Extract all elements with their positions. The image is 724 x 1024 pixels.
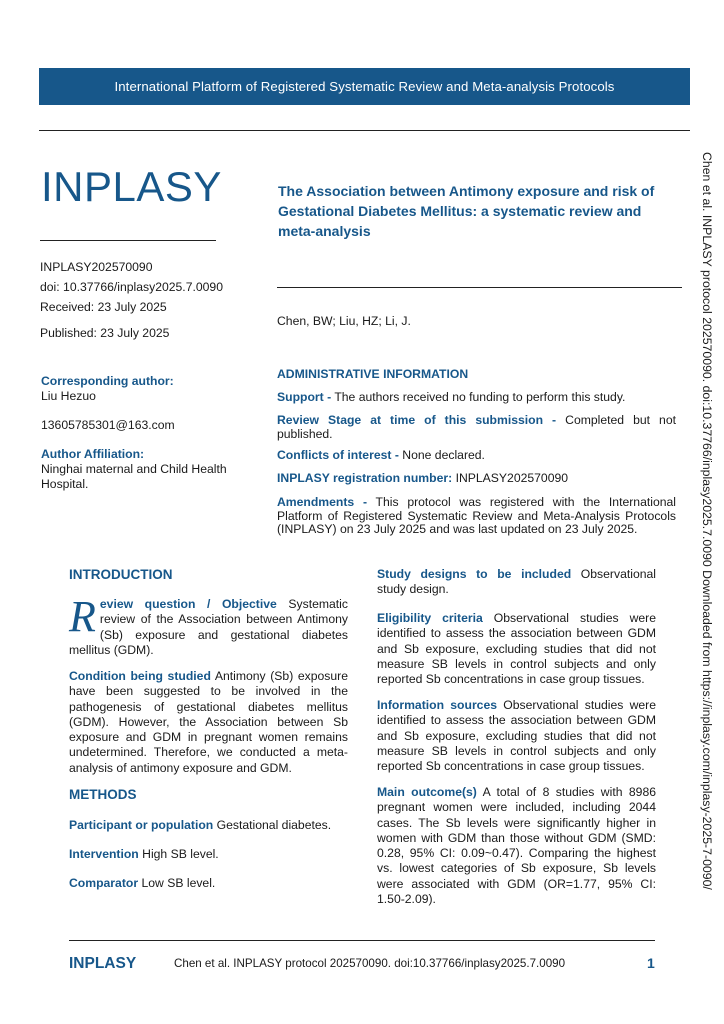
support-line — [277, 391, 676, 405]
affiliation-text: Ninghai maternal and Child Health Hospital. — [41, 462, 227, 491]
doi-link[interactable]: doi: 10.37766/inplasy2025.7.0090 — [40, 280, 223, 294]
received-date: Received: 23 July 2025 — [40, 300, 167, 314]
admin-heading: ADMINISTRATIVE INFORMATION — [277, 367, 469, 381]
study-design-para — [377, 567, 656, 598]
comparator-label: Comparator — [69, 876, 139, 890]
main-outcome-text: A total of 8 studies with 8986 pregnant women were included, including 2044 cases. The Sb levels were significantly higher in women with GDM than those without GDM (SMD: 0.28, 95% CI: 0.09~0.47). Comparing the highest vs. lowest categories of Sb exposure, Sb levels were associated with GDM (OR=1.77, 95% CI: 1.50-2.09). — [377, 785, 657, 907]
intervention-para — [69, 847, 348, 862]
condition-label: Condition being studied — [69, 669, 211, 683]
stage-line — [277, 414, 676, 441]
population-label: Participant or population — [69, 818, 214, 832]
drop-cap: R — [69, 592, 96, 641]
registration-id: INPLASY202570090 — [40, 260, 153, 274]
regnum-label: INPLASY registration number: — [277, 471, 453, 485]
introduction-heading: INTRODUCTION — [69, 567, 173, 582]
condition-para — [69, 669, 348, 776]
footer-divider — [69, 940, 655, 941]
author-list: Chen, BW; Liu, HZ; Li, J. — [277, 314, 411, 328]
footer-citation: Chen et al. INPLASY protocol 202570090. doi:10.37766/inplasy2025.7.0090 — [174, 957, 566, 970]
information-sources-para — [377, 698, 656, 774]
stage-label: Review Stage at time of this submission - — [277, 413, 557, 427]
amendments-text: This protocol was registered with the International Platform of Registered Systematic Review and Meta-Analysis Protocols (INPLASY) on 23 July 2025 and was last updated on 23 July 2025. — [277, 495, 676, 536]
header-banner: International Platform of Registered Systematic Review and Meta-analysis Protocols — [39, 68, 690, 105]
stage-text: Completed but not published. — [277, 413, 676, 441]
population-para — [69, 818, 348, 833]
footer-brand: INPLASY — [69, 955, 137, 972]
conflicts-line — [277, 449, 676, 463]
eligibility-label: Eligibility criteria — [377, 611, 483, 625]
amendments-line — [277, 496, 676, 537]
review-question-label: eview question / Objective — [99, 597, 277, 611]
regnum-line — [277, 472, 676, 486]
eligibility-para — [377, 611, 656, 687]
published-date: Published: 23 July 2025 — [40, 326, 170, 340]
main-outcome-label: Main outcome(s) — [377, 785, 477, 799]
information-sources-text: Observational studies were identified to assess the association between GDM and Sb exposure, excluding studies that did not measure SB levels in control subjects and only reported Sb concentrations in case group tissues. — [377, 698, 657, 774]
study-design-label: Study designs to be included — [377, 567, 572, 581]
corresponding-label: Corresponding author: — [41, 374, 174, 388]
corresponding-name: Liu Hezuo — [41, 389, 96, 403]
condition-text: Antimony (Sb) exposure have been suggested to be involved in the pathogenesis of gestational diabetes mellitus (GDM). However, the Association between Sb exposure and GDM in pregnant women remains undetermined. Therefore, we conducted a meta-analysis of antimony exposure and GDM. — [69, 669, 348, 775]
conflicts-text: None declared. — [402, 448, 485, 462]
study-design-text: Observational study design. — [377, 567, 656, 597]
main-outcome-para — [377, 785, 656, 907]
review-question-text: Systematic review of the Association between Antimony (Sb) exposure and gestational diabetes mellitus (GDM). — [69, 597, 348, 657]
conflicts-label: Conflicts of interest - — [277, 448, 399, 462]
comparator-text: Low SB level. — [141, 876, 216, 890]
top-divider — [39, 130, 690, 131]
amendments-label: Amendments - — [277, 495, 368, 509]
affiliation-label: Author Affiliation: — [41, 447, 145, 461]
methods-heading: METHODS — [69, 787, 137, 802]
title-divider — [277, 287, 682, 288]
support-label: Support - — [277, 390, 332, 404]
brand-divider — [40, 240, 216, 241]
corresponding-author-block — [41, 374, 174, 404]
brand-logo-text: INPLASY — [41, 163, 222, 210]
intervention-text: High SB level. — [142, 847, 219, 861]
author-email[interactable]: 13605785301@163.com — [41, 418, 175, 432]
regnum-text: INPLASY202570090 — [455, 471, 569, 485]
affiliation-block — [41, 447, 261, 492]
information-sources-label: Information sources — [377, 698, 498, 712]
population-text: Gestational diabetes. — [216, 818, 332, 832]
vertical-download-text: Chen et al. INPLASY protocol 202570090. doi:10.37766/inplasy2025.7.0090 Downloaded from https://inplasy.com/inplasy-2025-7-0090/ — [700, 152, 714, 890]
review-question-para — [69, 592, 348, 658]
vertical-download-note — [700, 152, 718, 890]
eligibility-text: Observational studies were identified to assess the association between GDM and Sb exposure, excluding studies that did not measure SB levels in control subjects and only reported Sb concentrations in case group tissues. — [377, 611, 656, 687]
paper-title: The Association between Antimony exposure and risk of Gestational Diabetes Mellitus: a systematic review and meta-analysis — [278, 183, 655, 239]
comparator-para — [69, 876, 348, 891]
intervention-label: Intervention — [69, 847, 139, 861]
support-text: The authors received no funding to perform this study. — [334, 390, 626, 404]
page-number: 1 — [647, 955, 655, 971]
